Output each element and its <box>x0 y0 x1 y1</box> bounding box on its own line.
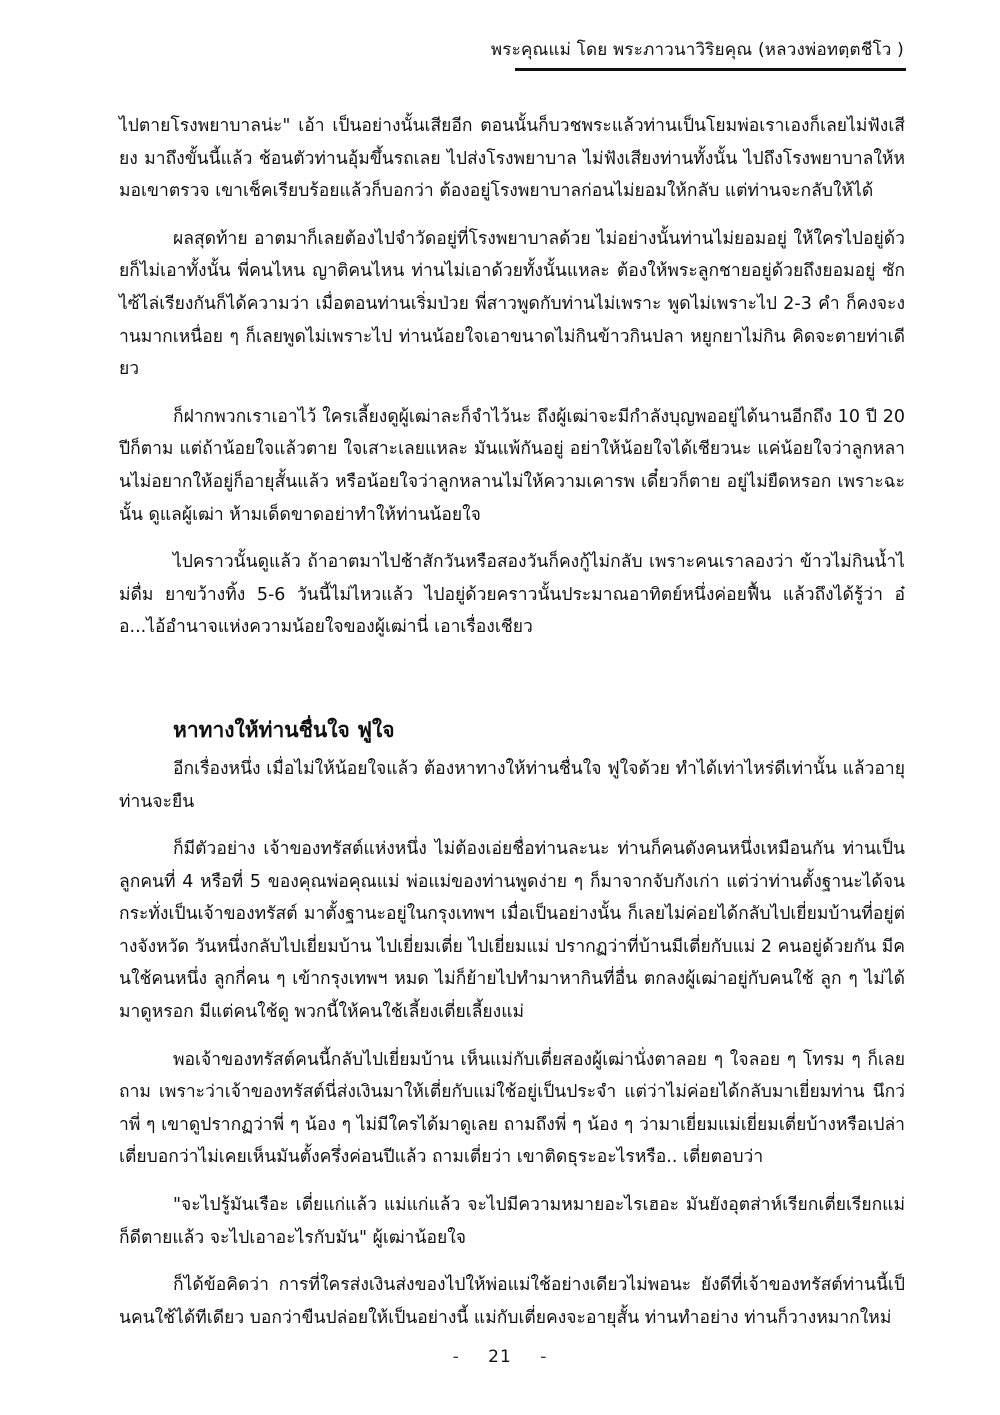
paragraph: ไปตายโรงพยาบาลน่ะ" เอ้า เป็นอย่างนั้นเสียอีก ตอนนั้นก็บวชพระแล้วท่านเป็นโยมพ่อเราเองก็เลยไม่ฟังเสียง มาถึงขั้นนี้แล้ว ช้อนตัวท่านอุ้มขึ้นรถเลย ไปส่งโรงพยาบาล ไม่ฟังเสียงท่านทั้งนั้น ไปถึงโรงพยาบาลให้หมอเขาตรวจ เขาเช็คเรียบร้อยแล้วก็บอกว่า ต้องอยู่โรงพยาบาลก่อนไม่ยอมให้กลับ แต่ท่านจะกลับให้ได้ <box>119 116 905 202</box>
paragraph: พอเจ้าของทรัสต์คนนี้กลับไปเยี่ยมบ้าน เห็นแม่กับเตี่ยสองผู้เฒ่านั่งตาลอย ๆ ใจลอย ๆ โทรม ๆ ก็เลยถาม เพราะว่าเจ้าของทรัสต์นี่ส่งเงินมาให้เตี่ยกับแม่ใช้อยู่เป็นประจำ แต่ว่าไม่ค่อยได้กลับมาเยี่ยมท่าน นึกว่าพี่ ๆ เขาดูปรากฏว่าพี่ ๆ น้อง ๆ ไม่มีใครได้มาดูเลย ถามถึงพี่ ๆ น้อง ๆ ว่ามาเยี่ยมแม่เยี่ยมเตี่ยบ้างหรือเปล่า เตี่ยบอกว่าไม่เคยเห็นมันตั้งครึ่งค่อนปีแล้ว ถามเตี่ยว่า เขาติดธุระอะไรหรือ.. เตี่ยตอบว่า <box>119 1049 905 1168</box>
page-footer <box>0 1347 1000 1367</box>
footer-dash-right: - <box>540 1347 548 1367</box>
footer-dash-left: - <box>452 1347 460 1367</box>
paragraph: ผลสุดท้าย อาตมาก็เลยต้องไปจำวัดอยู่ที่โรงพยาบาลด้วย ไม่อย่างนั้นท่านไม่ยอมอยู่ ให้ใครไปอยู่ด้วยก็ไม่เอาทั้งนั้น พี่คนไหน ญาติคนไหน ท่านไม่เอาด้วยทั้งนั้นแหละ ต้องให้พระลูกชายอยู่ด้วยถึงยอมอยู่ ซักไซ้ไล่เรียงกันก็ได้ความว่า เมื่อตอนท่านเริ่มป่วย พี่สาวพูดกับท่านไม่เพราะ พูดไม่เพราะไป 2-3 คำ ก็คงจะงานมากเหนื่อย ๆ ก็เลยพูดไม่เพราะไป ท่านน้อยใจเอาขนาดไม่กินข้าวกินปลา หยูกยาไม่กิน คิดจะตายท่าเดียว <box>119 228 905 380</box>
paragraph: ก็มีตัวอย่าง เจ้าของทรัสต์แห่งหนึ่ง ไม่ต้องเอ่ยชื่อท่านละนะ ท่านก็คนดังคนหนึ่งเหมือนกัน ท่านเป็นลูกคนที่ 4 หรือที่ 5 ของคุณพ่อคุณแม่ พ่อแม่ของท่านพูดง่าย ๆ ก็มาจากจับกังเก่า แต่ว่าท่านตั้งฐานะได้จนกระทั่งเป็นเจ้าของทรัสต์ มาตั้งฐานะอยู่ในกรุงเทพฯ เมื่อเป็นอย่างนั้น ก็เลยไม่ค่อยได้กลับไปเยี่ยมบ้านที่อยู่ต่างจังหวัด วันหนึ่งกลับไปเยี่ยมบ้าน ไปเยี่ยมเตี่ย ไปเยี่ยมแม่ ปรากฏว่าที่บ้านมีเตี่ยกับแม่ 2 คนอยู่ด้วยกัน มีคนใช้คนหนึ่ง ลูกกี่คน ๆ เข้ากรุงเทพฯ หมด ไม่ก็ย้ายไปทำมาหากินที่อื่น ตกลงผู้เฒ่าอยู่กับคนใช้ ลูก ๆ ไม่ได้มาดูหรอก มีแต่คนใช้ดู พวกนี้ให้คนใช้เลี้ยงเตี่ยเลี้ยงแม่ <box>119 839 905 1023</box>
page-number: 21 <box>488 1347 512 1367</box>
running-header: พระคุณแม่ โดย พระภาวนาวิริยคุณ (หลวงพ่อทตฺตชีโว ) <box>490 40 904 60</box>
paragraph: ก็ฝากพวกเราเอาไว้ ใครเลี้ยงดูผู้เฒ่าละก็จำไว้นะ ถึงผู้เฒ่าจะมีกำลังบุญพออยู่ได้นานอีกถึง 10 ปี 20 ปีก็ตาม แต่ถ้าน้อยใจแล้วตาย ใจเสาะเลยแหละ มันแพ้กันอยู่ อย่าให้น้อยใจได้เชียวนะ แค่น้อยใจว่าลูกหลานไม่อยากให้อยู่ก็อายุสั้นแล้ว หรือน้อยใจว่าลูกหลานไม่ให้ความเคารพ เดี๋ยวก็ตาย อยู่ไม่ยืดหรอก เพราะฉะนั้น ดูแลผู้เฒ่า ห้ามเด็ดขาดอย่าทำให้ท่านน้อยใจ <box>119 406 905 525</box>
paragraph: ไปคราวนั้นดูแล้ว ถ้าอาตมาไปช้าสักวันหรือสองวันก็คงกู้ไม่กลับ เพราะคนเราลองว่า ข้าวไม่กินน้ำไม่ดื่ม ยาขว้างทิ้ง 5-6 วันนี้ไม่ไหวแล้ว ไปอยู่ด้วยคราวนั้นประมาณอาทิตย์หนึ่งค่อยฟื้น แล้วถึงได้รู้ว่า อ๋อ...ไอ้อำนาจแห่งความน้อยใจของผู้เฒ่านี่ เอาเรื่องเชียว <box>119 552 905 638</box>
header-divider <box>515 68 906 71</box>
paragraph: อีกเรื่องหนึ่ง เมื่อไม่ให้น้อยใจแล้ว ต้องหาทางให้ท่านชื่นใจ ฟูใจด้วย ทำได้เท่าไหร่ดีเท่านั้น แล้วอายุท่านจะยืน <box>119 758 905 812</box>
page-body <box>119 110 905 1334</box>
paragraph: ก็ได้ข้อคิดว่า การที่ใครส่งเงินส่งของไปให้พ่อแม่ใช้อย่างเดียวไม่พอนะ ยังดีที่เจ้าของทรัสต์ท่านนี้เป็นคนใช้ได้ทีเดียว บอกว่าขืนปล่อยให้เป็นอย่างนี้ แม่กับเตี่ยคงจะอายุสั้น ท่านทำอย่าง ท่านก็วางหมากใหม่ <box>119 1275 905 1328</box>
section-heading: หาทางให้ท่านชื่นใจ ฟูใจ <box>173 717 395 742</box>
paragraph: "จะไปรู้มันเรือะ เตี่ยแก่แล้ว แม่แก่แล้ว จะไปมีความหมายอะไรเฮอะ มันยังอุตส่าห์เรียกเตี่ยเรียกแม่ก็ดีตายแล้ว จะไปเอาอะไรกับมัน" ผู้เฒ่าน้อยใจ <box>119 1195 905 1248</box>
